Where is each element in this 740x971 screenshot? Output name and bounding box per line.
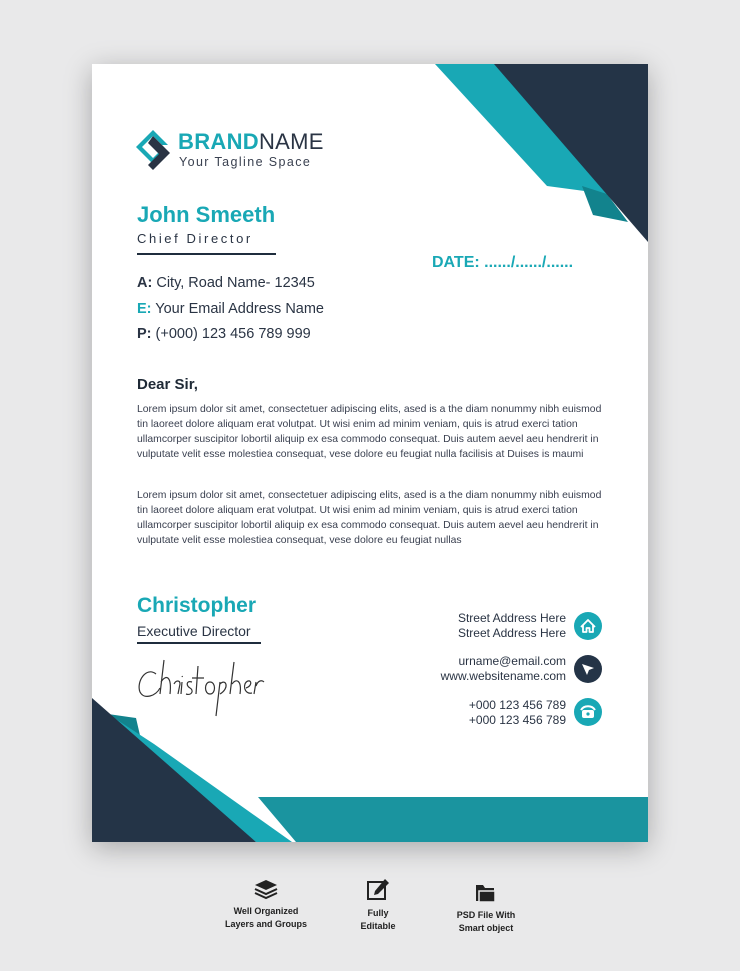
sender-title: Chief Director [137,231,253,246]
contact-email-value: Your Email Address Name [155,301,324,317]
contact-phone [137,326,311,342]
footer-address-line-2: Street Address Here [457,625,566,640]
feature-psd-label: PSD File With Smart object [456,910,516,933]
contact-email-key: E: [137,301,152,317]
brand-tagline: Your Tagline Space [179,155,312,169]
feature-psd [440,881,532,934]
contact-phone-key: P: [137,326,152,342]
home-icon [574,612,602,640]
body-paragraph-1: Lorem ipsum dolor sit amet, consectetuer adipiscing elits, ased is a the diam nonummy nibh euismod tin laoreet dolore aliquam erat volutpat. Ut wisi enim ad minim veniam, quis is atrud exerci tation ullamcorper suscipitor lobortil aliquip ex esa commodo consequat. Duis autem aevel aeu hendrerit in vulputate velit esse molestiea consequat, vese dolore eu feugiat nulla facilisis at Duises is maumi [137,404,602,461]
footer-phone-line-2: +000 123 456 789 [468,712,566,727]
date-field: DATE: ....../....../...... [432,254,574,271]
bottom-teal-band [258,797,648,842]
footer-phone [469,698,566,727]
feature-layers-label: Well Organized Layers and Groups [224,906,308,929]
contact-phone-value: (+000) 123 456 789 999 [155,326,311,342]
salutation: Dear Sir, [137,376,198,393]
signatory-underline [137,642,261,644]
brand-name-part1: BRAND [178,129,259,154]
handwritten-signature [134,652,274,722]
edit-icon [365,877,391,903]
sender-name: John Smeeth [137,202,276,227]
contact-address [137,275,315,291]
footer-website: www.websitename.com [440,668,566,683]
send-icon [574,655,602,683]
sender-underline [137,253,276,255]
footer-address-line-1: Street Address Here [457,611,566,625]
brand-logo-icon [136,128,170,172]
contact-address-value: City, Road Name- 12345 [156,275,315,291]
body-paragraph-2: Lorem ipsum dolor sit amet, consectetuer adipiscing elits, ased is a the diam nonummy nibh euismod tin laoreet dolore aliquam erat volutpat. Ut wisi enim ad minim veniam, quis is atrud exerci tation ullamcorper suscipitor lobortil aliquip ex esa commodo consequat. Duis autem aevel aeu hendrerit in vulputate velit esse molestiea consequat, vese dolore eu feugiat nullas [137,490,602,547]
footer-email: urname@email.com [458,654,566,668]
brand-name-part2: NAME [258,129,324,154]
contact-address-key: A: [137,275,153,291]
layers-icon [253,877,279,901]
signatory-name: Christopher [137,594,257,617]
folder-icon [473,881,499,905]
feature-layers [216,877,316,930]
footer-address [458,611,566,640]
feature-editable [348,877,408,932]
signatory-title: Executive Director [137,623,251,639]
contact-email [137,301,324,317]
footer-web [441,654,566,683]
letterhead-sheet [92,64,648,842]
phone-icon [574,698,602,726]
brand-name [178,130,324,154]
footer-phone-line-1: +000 123 456 789 [468,698,566,712]
feature-editable-label: Fully Editable [360,908,396,931]
